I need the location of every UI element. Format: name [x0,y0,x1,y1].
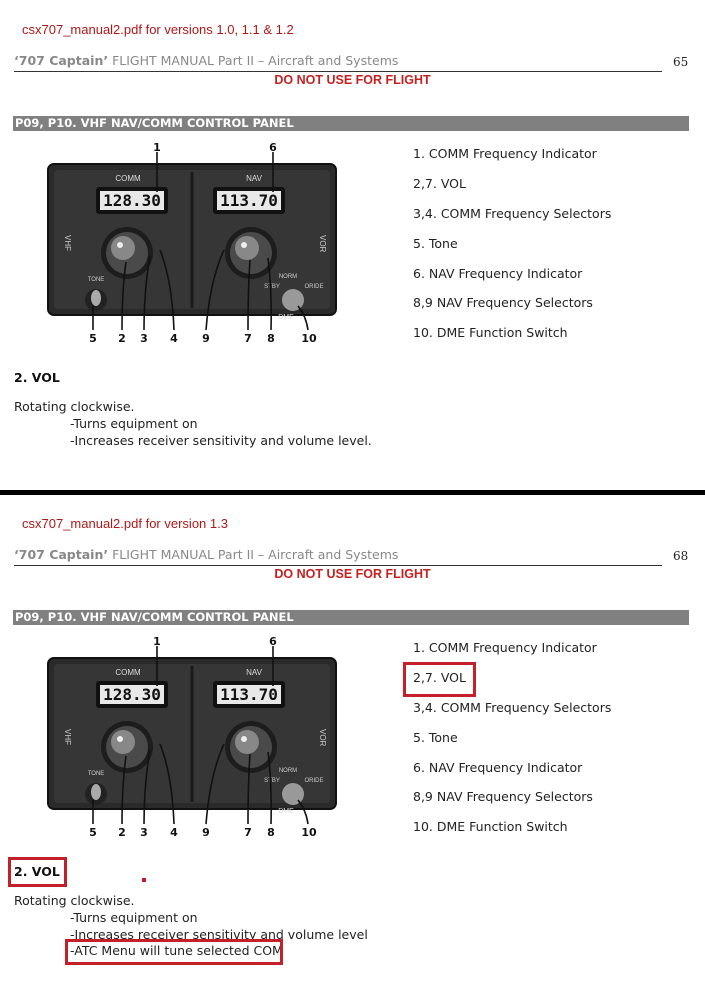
vol-heading: 2. VOL [14,370,60,385]
vhf-side-label: VHF [63,729,72,745]
flight-warning: DO NOT USE FOR FLIGHT [274,567,431,581]
dme-function-switch [282,289,304,311]
comm-volume-knob [111,236,135,260]
legend-item: 8,9 NAV Frequency Selectors [413,295,593,311]
vol-heading: 2. VOL [14,864,60,879]
tone-switch [91,290,101,306]
section-title-bar [13,610,689,625]
callout-9: 9 [202,826,210,839]
red-mark [142,878,146,882]
norm-label: NORM [278,768,298,774]
vhf-side-label: VHF [63,235,72,251]
legend-item: 10. DME Function Switch [413,819,568,835]
nav-frequency-display: 113.70 [220,191,278,210]
legend-item: 3,4. COMM Frequency Selectors [413,699,612,715]
vhf-panel-diagram [10,140,346,350]
nav-volume-knob [235,236,259,260]
stby-label: STBY [264,284,280,290]
callout-4: 4 [170,826,178,839]
nav-frequency-display: 113.70 [220,685,278,704]
vol-intro: Rotating clockwise. [14,399,135,414]
callout-10: 10 [301,826,317,839]
version-caption: csx707_manual2.pdf for versions 1.0, 1.1 & 1.2 [22,22,294,37]
manual-title: ‘707 Captain’ [14,53,109,68]
callout-6: 6 [269,141,277,154]
vol-item: -Increases receiver sensitivity and volume level. [70,433,372,448]
nav-label: NAV [246,174,262,183]
callout-8: 8 [267,332,275,345]
tone-label: TONE [87,277,105,283]
vor-side-label: VOR [318,235,327,253]
comm-frequency-display: 128.30 [103,685,161,704]
vol-item: -Turns equipment on [70,910,198,925]
legend-item: 2,7. VOL [413,669,466,685]
callout-2: 2 [118,826,126,839]
callout-10: 10 [301,332,317,345]
dme-function-switch [282,783,304,805]
vor-side-label: VOR [318,729,327,747]
vol-item: -Turns equipment on [70,416,198,431]
callout-2: 2 [118,332,126,345]
tone-switch [91,784,101,800]
comm-frequency-display: 128.30 [103,191,161,210]
vol-item: -Increases receiver sensitivity and volume level [70,927,368,942]
callout-1: 1 [153,635,161,648]
vhf-panel-diagram [10,634,346,844]
callout-6: 6 [269,635,277,648]
legend-item: 10. DME Function Switch [413,325,568,341]
legend-item: 1. COMM Frequency Indicator [413,640,597,655]
manual-title: ‘707 Captain’ [14,547,109,562]
version-caption: csx707_manual2.pdf for version 1.3 [22,516,228,531]
comm-label: COMM [115,174,141,183]
callout-7: 7 [244,332,252,345]
legend-item: 1. COMM Frequency Indicator [413,146,597,161]
comm-label: COMM [115,668,141,677]
callout-3: 3 [140,826,148,839]
comm-volume-knob [111,730,135,754]
flight-warning: DO NOT USE FOR FLIGHT [274,73,431,87]
header-rule [14,565,662,566]
legend-item: 6. NAV Frequency Indicator [413,265,583,281]
manual-subtitle: FLIGHT MANUAL Part II – Aircraft and Systems [108,53,399,68]
legend-item: 5. Tone [413,729,458,745]
callout-5: 5 [89,332,97,345]
norm-label: NORM [278,274,298,280]
callout-7: 7 [244,826,252,839]
legend-item: 5. Tone [413,235,458,251]
atc-item-highlight [65,939,283,965]
section-title-bar [13,116,689,131]
nav-volume-knob [235,730,259,754]
vol-item: -ATC Menu will tune selected COM [70,943,283,958]
page-number: 65 [673,55,689,69]
vol-legend-highlight [403,662,476,697]
tone-label: TONE [87,771,105,777]
nav-label: NAV [246,668,262,677]
callout-1: 1 [153,141,161,154]
legend-item: 8,9 NAV Frequency Selectors [413,789,593,805]
legend-item: 2,7. VOL [413,175,466,191]
legend-item: 3,4. COMM Frequency Selectors [413,205,612,221]
stby-label: STBY [264,778,280,784]
section-title: P09, P10. VHF NAV/COMM CONTROL PANEL [15,610,294,624]
manual-header [14,53,398,68]
oride-label: ORIDE [304,778,324,784]
section-title: P09, P10. VHF NAV/COMM CONTROL PANEL [15,116,294,130]
callout-8: 8 [267,826,275,839]
dme-label: DME [278,808,294,815]
manual-page-new [0,494,705,988]
callout-9: 9 [202,332,210,345]
header-rule [14,71,662,72]
oride-label: ORIDE [304,284,324,290]
dme-label: DME [278,314,294,321]
legend-item: 6. NAV Frequency Indicator [413,759,583,775]
page-number: 68 [673,549,689,563]
manual-header [14,547,398,562]
callout-3: 3 [140,332,148,345]
panel-legend [413,146,611,355]
vol-heading-highlight [8,857,67,887]
callout-5: 5 [89,826,97,839]
manual-subtitle: FLIGHT MANUAL Part II – Aircraft and Systems [108,547,399,562]
vol-intro: Rotating clockwise. [14,893,135,908]
callout-4: 4 [170,332,178,345]
